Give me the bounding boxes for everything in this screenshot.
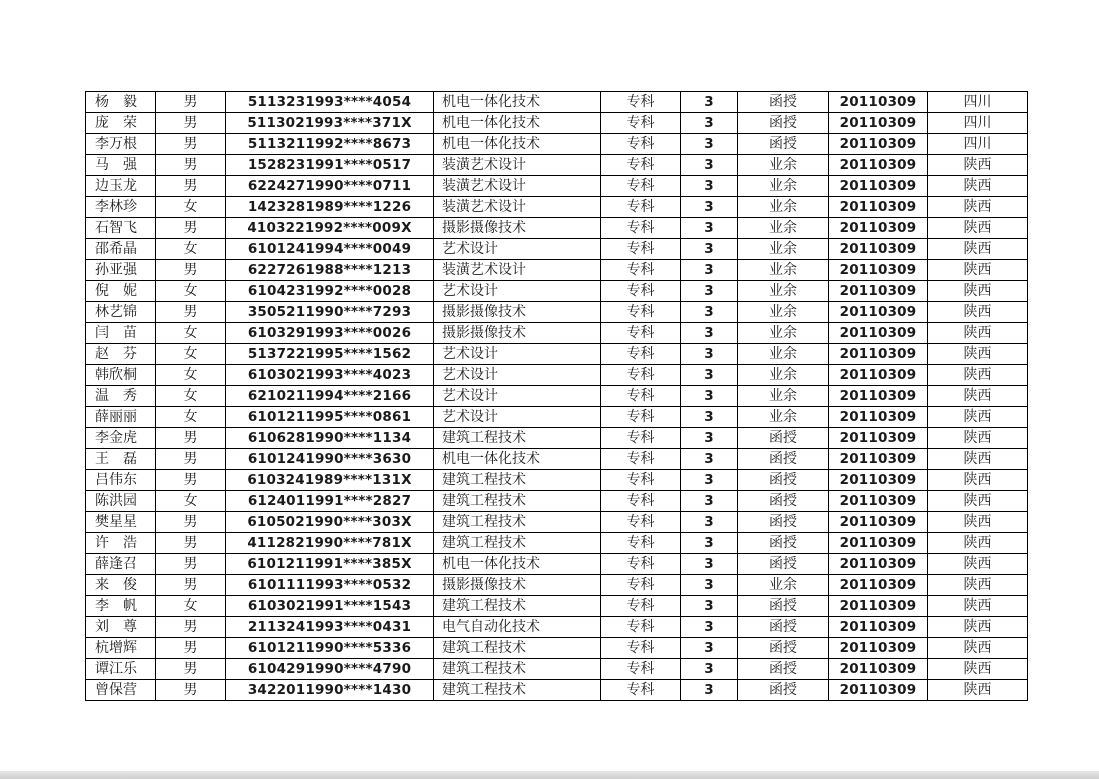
cell-province: 陕西: [928, 470, 1028, 491]
cell-name: 韩欣桐: [86, 365, 156, 386]
cell-date: 20110309: [829, 428, 928, 449]
cell-gender: 男: [156, 680, 226, 701]
cell-province: 陕西: [928, 617, 1028, 638]
cell-study-mode: 业余: [738, 344, 829, 365]
cell-gender: 女: [156, 491, 226, 512]
cell-level: 专科: [601, 218, 681, 239]
cell-id-number: 5113021993****371X: [226, 113, 434, 134]
cell-level: 专科: [601, 281, 681, 302]
cell-province: 陕西: [928, 638, 1028, 659]
cell-duration: 3: [681, 659, 738, 680]
cell-duration: 3: [681, 281, 738, 302]
cell-study-mode: 函授: [738, 134, 829, 155]
cell-level: 专科: [601, 260, 681, 281]
cell-id-number: 6103021993****4023: [226, 365, 434, 386]
cell-name: 李 帆: [86, 596, 156, 617]
cell-level: 专科: [601, 470, 681, 491]
cell-id-number: 6124011991****2827: [226, 491, 434, 512]
cell-study-mode: 函授: [738, 533, 829, 554]
cell-name: 李金虎: [86, 428, 156, 449]
table-row: [86, 92, 1028, 113]
cell-name: 樊星星: [86, 512, 156, 533]
cell-level: 专科: [601, 575, 681, 596]
cell-province: 陕西: [928, 491, 1028, 512]
cell-level: 专科: [601, 365, 681, 386]
cell-id-number: 6101241990****3630: [226, 449, 434, 470]
cell-date: 20110309: [829, 491, 928, 512]
cell-date: 20110309: [829, 92, 928, 113]
cell-study-mode: 函授: [738, 113, 829, 134]
cell-id-number: 5113231993****4054: [226, 92, 434, 113]
cell-level: 专科: [601, 533, 681, 554]
cell-study-mode: 业余: [738, 260, 829, 281]
cell-level: 专科: [601, 239, 681, 260]
cell-duration: 3: [681, 470, 738, 491]
cell-id-number: 6101241994****0049: [226, 239, 434, 260]
table-row: [86, 533, 1028, 554]
cell-study-mode: 函授: [738, 428, 829, 449]
cell-duration: 3: [681, 218, 738, 239]
cell-level: 专科: [601, 617, 681, 638]
cell-id-number: 6105021990****303X: [226, 512, 434, 533]
cell-duration: 3: [681, 260, 738, 281]
cell-level: 专科: [601, 302, 681, 323]
cell-duration: 3: [681, 680, 738, 701]
cell-gender: 女: [156, 344, 226, 365]
cell-gender: 男: [156, 302, 226, 323]
cell-study-mode: 业余: [738, 197, 829, 218]
cell-major: 机电一体化技术: [434, 92, 601, 113]
cell-study-mode: 业余: [738, 407, 829, 428]
cell-name: 倪 妮: [86, 281, 156, 302]
cell-study-mode: 业余: [738, 155, 829, 176]
cell-level: 专科: [601, 407, 681, 428]
cell-province: 陕西: [928, 218, 1028, 239]
cell-gender: 男: [156, 428, 226, 449]
cell-date: 20110309: [829, 449, 928, 470]
table-row: [86, 638, 1028, 659]
cell-major: 摄影摄像技术: [434, 323, 601, 344]
cell-level: 专科: [601, 659, 681, 680]
cell-level: 专科: [601, 428, 681, 449]
cell-duration: 3: [681, 365, 738, 386]
cell-name: 薛丽丽: [86, 407, 156, 428]
cell-major: 建筑工程技术: [434, 428, 601, 449]
cell-date: 20110309: [829, 113, 928, 134]
cell-level: 专科: [601, 323, 681, 344]
cell-province: 陕西: [928, 533, 1028, 554]
cell-id-number: 1423281989****1226: [226, 197, 434, 218]
cell-province: 陕西: [928, 386, 1028, 407]
cell-level: 专科: [601, 491, 681, 512]
cell-name: 谭江乐: [86, 659, 156, 680]
table-row: [86, 659, 1028, 680]
cell-date: 20110309: [829, 407, 928, 428]
cell-duration: 3: [681, 134, 738, 155]
cell-date: 20110309: [829, 512, 928, 533]
cell-id-number: 6101211995****0861: [226, 407, 434, 428]
cell-province: 陕西: [928, 554, 1028, 575]
cell-gender: 男: [156, 533, 226, 554]
cell-major: 艺术设计: [434, 386, 601, 407]
cell-study-mode: 函授: [738, 491, 829, 512]
cell-major: 艺术设计: [434, 407, 601, 428]
cell-major: 摄影摄像技术: [434, 302, 601, 323]
cell-level: 专科: [601, 386, 681, 407]
cell-date: 20110309: [829, 197, 928, 218]
cell-date: 20110309: [829, 554, 928, 575]
cell-study-mode: 业余: [738, 323, 829, 344]
cell-province: 陕西: [928, 323, 1028, 344]
cell-gender: 男: [156, 449, 226, 470]
cell-level: 专科: [601, 113, 681, 134]
cell-duration: 3: [681, 428, 738, 449]
cell-study-mode: 业余: [738, 281, 829, 302]
cell-study-mode: 函授: [738, 92, 829, 113]
cell-date: 20110309: [829, 470, 928, 491]
cell-duration: 3: [681, 407, 738, 428]
cell-level: 专科: [601, 512, 681, 533]
cell-id-number: 6227261988****1213: [226, 260, 434, 281]
cell-province: 陕西: [928, 365, 1028, 386]
cell-name: 闫 苗: [86, 323, 156, 344]
cell-gender: 男: [156, 575, 226, 596]
cell-name: 刘 尊: [86, 617, 156, 638]
cell-id-number: 6224271990****0711: [226, 176, 434, 197]
table-row: [86, 470, 1028, 491]
cell-gender: 女: [156, 596, 226, 617]
cell-date: 20110309: [829, 281, 928, 302]
cell-id-number: 6104231992****0028: [226, 281, 434, 302]
cell-province: 陕西: [928, 344, 1028, 365]
cell-date: 20110309: [829, 533, 928, 554]
cell-major: 机电一体化技术: [434, 449, 601, 470]
cell-gender: 男: [156, 134, 226, 155]
cell-date: 20110309: [829, 680, 928, 701]
cell-name: 邵希晶: [86, 239, 156, 260]
cell-study-mode: 函授: [738, 596, 829, 617]
table-row: [86, 596, 1028, 617]
cell-name: 石智飞: [86, 218, 156, 239]
cell-gender: 男: [156, 260, 226, 281]
cell-study-mode: 函授: [738, 638, 829, 659]
cell-id-number: 3505211990****7293: [226, 302, 434, 323]
cell-level: 专科: [601, 449, 681, 470]
cell-id-number: 6103241989****131X: [226, 470, 434, 491]
cell-province: 四川: [928, 113, 1028, 134]
cell-province: 陕西: [928, 155, 1028, 176]
cell-name: 马 强: [86, 155, 156, 176]
cell-major: 电气自动化技术: [434, 617, 601, 638]
cell-name: 杭增辉: [86, 638, 156, 659]
cell-date: 20110309: [829, 365, 928, 386]
cell-duration: 3: [681, 617, 738, 638]
cell-major: 建筑工程技术: [434, 512, 601, 533]
cell-id-number: 5137221995****1562: [226, 344, 434, 365]
cell-major: 艺术设计: [434, 365, 601, 386]
cell-major: 艺术设计: [434, 239, 601, 260]
table-row: [86, 512, 1028, 533]
table-row: [86, 239, 1028, 260]
cell-gender: 男: [156, 659, 226, 680]
cell-gender: 女: [156, 386, 226, 407]
cell-province: 四川: [928, 92, 1028, 113]
cell-province: 陕西: [928, 260, 1028, 281]
cell-name: 吕伟东: [86, 470, 156, 491]
cell-major: 机电一体化技术: [434, 134, 601, 155]
cell-name: 李林珍: [86, 197, 156, 218]
cell-study-mode: 函授: [738, 554, 829, 575]
table-row: [86, 386, 1028, 407]
cell-id-number: 6101211991****385X: [226, 554, 434, 575]
cell-duration: 3: [681, 554, 738, 575]
cell-id-number: 4112821990****781X: [226, 533, 434, 554]
cell-date: 20110309: [829, 638, 928, 659]
cell-major: 艺术设计: [434, 281, 601, 302]
table-row: [86, 365, 1028, 386]
cell-province: 陕西: [928, 281, 1028, 302]
table-row: [86, 176, 1028, 197]
cell-date: 20110309: [829, 218, 928, 239]
cell-study-mode: 业余: [738, 239, 829, 260]
cell-gender: 男: [156, 92, 226, 113]
table-row: [86, 449, 1028, 470]
cell-province: 陕西: [928, 449, 1028, 470]
cell-date: 20110309: [829, 134, 928, 155]
cell-major: 机电一体化技术: [434, 113, 601, 134]
cell-name: 杨 毅: [86, 92, 156, 113]
cell-duration: 3: [681, 239, 738, 260]
cell-id-number: 6103021991****1543: [226, 596, 434, 617]
cell-duration: 3: [681, 533, 738, 554]
cell-province: 四川: [928, 134, 1028, 155]
cell-name: 赵 芬: [86, 344, 156, 365]
cell-level: 专科: [601, 176, 681, 197]
cell-date: 20110309: [829, 302, 928, 323]
cell-duration: 3: [681, 155, 738, 176]
cell-study-mode: 业余: [738, 218, 829, 239]
cell-duration: 3: [681, 638, 738, 659]
cell-id-number: 6103291993****0026: [226, 323, 434, 344]
cell-id-number: 6101211990****5336: [226, 638, 434, 659]
page-bottom-edge: [0, 771, 1099, 779]
cell-name: 庞 荣: [86, 113, 156, 134]
enrollment-table: [85, 91, 1028, 701]
cell-gender: 男: [156, 554, 226, 575]
cell-id-number: 6101111993****0532: [226, 575, 434, 596]
cell-major: 装潢艺术设计: [434, 176, 601, 197]
cell-gender: 女: [156, 365, 226, 386]
cell-study-mode: 函授: [738, 659, 829, 680]
cell-duration: 3: [681, 386, 738, 407]
enrollment-table-body: [86, 92, 1028, 701]
cell-major: 建筑工程技术: [434, 638, 601, 659]
table-row: [86, 281, 1028, 302]
cell-duration: 3: [681, 344, 738, 365]
cell-major: 建筑工程技术: [434, 470, 601, 491]
table-row: [86, 302, 1028, 323]
cell-id-number: 1528231991****0517: [226, 155, 434, 176]
cell-study-mode: 函授: [738, 470, 829, 491]
cell-province: 陕西: [928, 176, 1028, 197]
cell-level: 专科: [601, 134, 681, 155]
cell-study-mode: 业余: [738, 302, 829, 323]
cell-study-mode: 函授: [738, 680, 829, 701]
cell-province: 陕西: [928, 239, 1028, 260]
cell-date: 20110309: [829, 659, 928, 680]
cell-gender: 男: [156, 638, 226, 659]
cell-name: 薛逢召: [86, 554, 156, 575]
cell-study-mode: 业余: [738, 365, 829, 386]
cell-level: 专科: [601, 197, 681, 218]
cell-name: 李万根: [86, 134, 156, 155]
cell-duration: 3: [681, 575, 738, 596]
table-row: [86, 491, 1028, 512]
table-row: [86, 575, 1028, 596]
cell-gender: 男: [156, 470, 226, 491]
cell-province: 陕西: [928, 197, 1028, 218]
cell-province: 陕西: [928, 428, 1028, 449]
cell-duration: 3: [681, 491, 738, 512]
cell-province: 陕西: [928, 302, 1028, 323]
cell-date: 20110309: [829, 260, 928, 281]
cell-level: 专科: [601, 596, 681, 617]
cell-gender: 男: [156, 617, 226, 638]
cell-id-number: 6106281990****1134: [226, 428, 434, 449]
cell-major: 建筑工程技术: [434, 680, 601, 701]
cell-name: 林艺锦: [86, 302, 156, 323]
cell-major: 机电一体化技术: [434, 554, 601, 575]
cell-name: 来 俊: [86, 575, 156, 596]
cell-gender: 男: [156, 155, 226, 176]
table-row: [86, 155, 1028, 176]
cell-date: 20110309: [829, 386, 928, 407]
cell-major: 装潢艺术设计: [434, 197, 601, 218]
table-row: [86, 554, 1028, 575]
cell-level: 专科: [601, 155, 681, 176]
cell-date: 20110309: [829, 239, 928, 260]
cell-level: 专科: [601, 638, 681, 659]
cell-duration: 3: [681, 113, 738, 134]
cell-major: 建筑工程技术: [434, 491, 601, 512]
cell-study-mode: 函授: [738, 512, 829, 533]
cell-duration: 3: [681, 323, 738, 344]
cell-study-mode: 函授: [738, 617, 829, 638]
table-row: [86, 428, 1028, 449]
cell-study-mode: 业余: [738, 386, 829, 407]
cell-name: 孙亚强: [86, 260, 156, 281]
cell-id-number: 6104291990****4790: [226, 659, 434, 680]
cell-name: 陈洪园: [86, 491, 156, 512]
cell-date: 20110309: [829, 155, 928, 176]
table-row: [86, 680, 1028, 701]
table-row: [86, 134, 1028, 155]
cell-province: 陕西: [928, 512, 1028, 533]
cell-date: 20110309: [829, 176, 928, 197]
cell-id-number: 5113211992****8673: [226, 134, 434, 155]
cell-province: 陕西: [928, 680, 1028, 701]
cell-gender: 男: [156, 113, 226, 134]
table-row: [86, 218, 1028, 239]
table-row: [86, 407, 1028, 428]
cell-major: 摄影摄像技术: [434, 575, 601, 596]
cell-gender: 女: [156, 281, 226, 302]
cell-id-number: 2113241993****0431: [226, 617, 434, 638]
cell-major: 建筑工程技术: [434, 596, 601, 617]
table-row: [86, 344, 1028, 365]
cell-duration: 3: [681, 92, 738, 113]
cell-date: 20110309: [829, 575, 928, 596]
cell-province: 陕西: [928, 659, 1028, 680]
cell-name: 许 浩: [86, 533, 156, 554]
cell-major: 装潢艺术设计: [434, 260, 601, 281]
cell-major: 建筑工程技术: [434, 659, 601, 680]
cell-province: 陕西: [928, 407, 1028, 428]
cell-major: 摄影摄像技术: [434, 218, 601, 239]
cell-id-number: 6210211994****2166: [226, 386, 434, 407]
table-row: [86, 197, 1028, 218]
cell-gender: 女: [156, 197, 226, 218]
cell-level: 专科: [601, 680, 681, 701]
cell-duration: 3: [681, 197, 738, 218]
cell-gender: 女: [156, 239, 226, 260]
table-row: [86, 617, 1028, 638]
cell-duration: 3: [681, 512, 738, 533]
cell-level: 专科: [601, 554, 681, 575]
cell-gender: 男: [156, 218, 226, 239]
cell-duration: 3: [681, 176, 738, 197]
cell-major: 艺术设计: [434, 344, 601, 365]
cell-level: 专科: [601, 344, 681, 365]
cell-date: 20110309: [829, 617, 928, 638]
cell-id-number: 4103221992****009X: [226, 218, 434, 239]
cell-gender: 女: [156, 407, 226, 428]
cell-name: 王 磊: [86, 449, 156, 470]
cell-study-mode: 函授: [738, 449, 829, 470]
cell-duration: 3: [681, 596, 738, 617]
cell-gender: 男: [156, 512, 226, 533]
cell-name: 温 秀: [86, 386, 156, 407]
cell-id-number: 3422011990****1430: [226, 680, 434, 701]
table-row: [86, 260, 1028, 281]
cell-date: 20110309: [829, 323, 928, 344]
cell-province: 陕西: [928, 575, 1028, 596]
cell-name: 边玉龙: [86, 176, 156, 197]
cell-gender: 男: [156, 176, 226, 197]
table-row: [86, 323, 1028, 344]
cell-gender: 女: [156, 323, 226, 344]
cell-date: 20110309: [829, 344, 928, 365]
cell-level: 专科: [601, 92, 681, 113]
cell-major: 装潢艺术设计: [434, 155, 601, 176]
cell-duration: 3: [681, 449, 738, 470]
cell-duration: 3: [681, 302, 738, 323]
cell-province: 陕西: [928, 596, 1028, 617]
cell-name: 曾保营: [86, 680, 156, 701]
table-row: [86, 113, 1028, 134]
cell-study-mode: 业余: [738, 575, 829, 596]
cell-study-mode: 业余: [738, 176, 829, 197]
cell-date: 20110309: [829, 596, 928, 617]
cell-major: 建筑工程技术: [434, 533, 601, 554]
